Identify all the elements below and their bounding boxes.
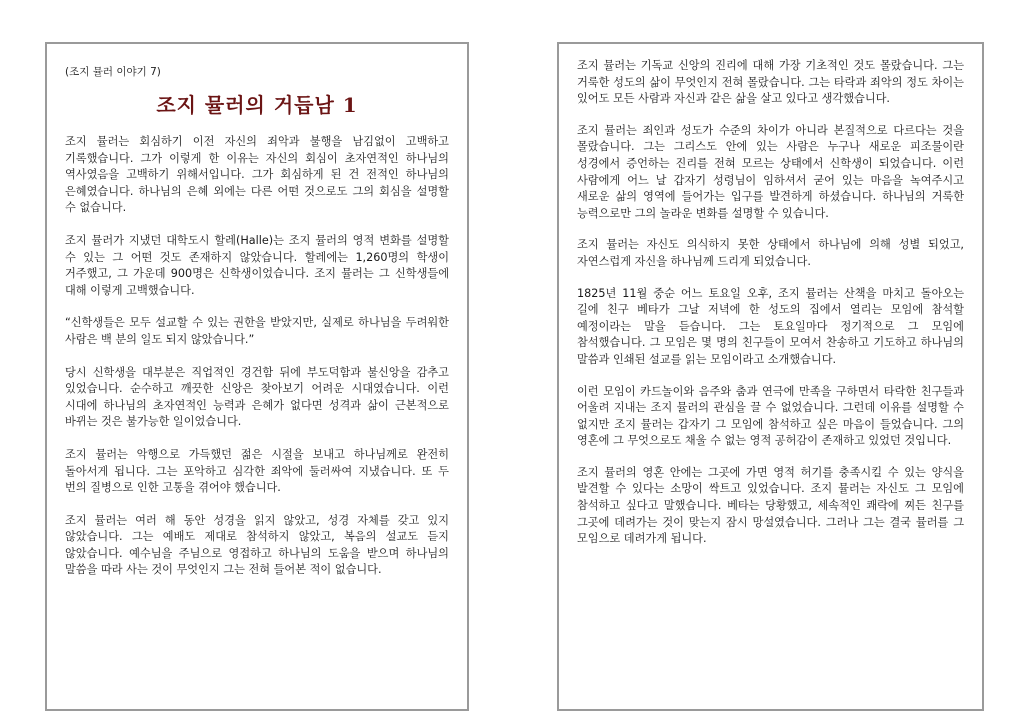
paragraph: 조지 뮬러는 악행으로 가득했던 젊은 시절을 보내고 하나님께로 완전히 돌아서게 됩니다. 그는 포악하고 심각한 죄악에 둘러싸여 지냈습니다. 또 두 번의 질병으로 인한 고통을 겪어야 했습니다.: [65, 447, 449, 495]
series-label: (조지 뮬러 이야기 7): [65, 66, 161, 78]
left-page: [45, 42, 469, 711]
paragraph: 1825년 11월 중순 어느 토요일 오후, 조지 뮬러는 산책을 마치고 돌아오는 길에 친구 베타가 그날 저녁에 한 성도의 집에서 열리는 모임에 참석할 예정이라는 말을 듣습니다. 그는 토요일마다 정기적으로 그 모임에 참석했습니다. 그 모임은 몇 명의 친구들이 모여서 찬송하고 기도하고 하나님의 말씀과 인쇄된 설교를 읽는 모임이라고 소개했습니다.: [577, 286, 964, 366]
page-title: 조지 뮬러의 거듭남 1: [156, 93, 358, 117]
paragraph: 조지 뮬러가 지냈던 대학도시 할레(Halle)는 조지 뮬러의 영적 변화를 설명할 수 있는 그 어떤 것도 존재하지 않았습니다. 할레에는 1,260명의 학생이 거주했고, 그 가운데 900명은 신학생이었습니다. 조지 뮬러는 그 신학생들에 대해 이렇게 고백했습니다.: [65, 233, 449, 297]
paragraph: 조지 뮬러의 영혼 안에는 그곳에 가면 영적 허기를 충족시킬 수 있는 양식을 발견할 수 있다는 소망이 싹트고 있었습니다. 조지 뮬러는 자신도 그 모임에 참석하고 싶다고 말했습니다. 베타는 당황했고, 세속적인 쾌락에 찌든 친구를 그곳에 데려가는 것이 맞는지 잠시 망설였습니다. 그러나 그는 결국 뮬러를 그 모임으로 데려가게 됩니다.: [577, 465, 964, 546]
right-page: [557, 42, 984, 711]
paragraph: 조지 뮬러는 회심하기 이전 자신의 죄악과 불행을 남김없이 고백하고 기록했습니다. 그가 이렇게 한 이유는 자신의 회심이 초자연적인 하나님의 역사였음을 고백하기 위해서입니다. 그가 회심하게 된 건 전적인 하나님의 은혜였습니다. 하나님의 은혜 외에는 다른 어떤 것으로도 그의 회심을 설명할 수 없습니다.: [65, 135, 449, 215]
quote-paragraph: “신학생들은 모두 설교할 수 있는 권한을 받았지만, 실제로 하나님을 두려워한 사람은 백 분의 일도 되지 않았습니다.”: [65, 316, 449, 346]
paragraph: 조지 뮬러는 여러 해 동안 성경을 읽지 않았고, 성경 자체를 갖고 있지 않았습니다. 그는 예배도 제대로 참석하지 않았고, 복음의 설교도 듣지 않았습니다. 예수님을 주님으로 영접하고 하나님의 도움을 받으며 하나님의 말씀을 따라 사는 것이 무엇인지 그는 전혀 들어본 적이 없습니다.: [65, 513, 449, 577]
paragraph: 당시 신학생을 대부분은 직업적인 경건함 뒤에 부도덕함과 불신앙을 감추고 있었습니다. 순수하고 깨끗한 신앙은 찾아보기 어려운 시대였습니다. 이런 시대에 하나님의 초자연적인 능력과 은혜가 없다면 성격과 삶이 근본적으로 바뀌는 것은 불가능한 일이었습니다.: [65, 365, 449, 429]
paragraph: 이런 모임이 카드놀이와 음주와 춤과 연극에 만족을 구하면서 타락한 친구들과 어울려 지내는 조지 뮬러의 관심을 끌 수 없었습니다. 그런데 이유를 설명할 수 없지만 조지 뮬러는 갑자기 그 모임에 참석하고 싶은 마음이 들었습니다. 그의 영혼에 그 무엇으로도 채울 수 없는 영적 공허감이 존재하고 있었던 것입니다.: [577, 384, 964, 448]
paragraph: 조지 뮬러는 죄인과 성도가 수준의 차이가 아니라 본질적으로 다르다는 것을 몰랐습니다. 그는 그리스도 안에 있는 사람은 누구나 새로운 피조물이란 성경에서 증언하는 진리를 전혀 모르는 상태에서 신학생이 되었습니다. 이런 사람에게 어느 날 갑자기 성령님이 임하셔서 굳어 있는 마음을 녹여주시고 새로운 삶의 영역에 들어가는 입구를 발견하게 하셨습니다. 하나님의 거룩한 능력으로만 그의 놀라운 변화를 설명할 수 있습니다.: [577, 123, 964, 220]
paragraph: 조지 뮬러는 기독교 신앙의 진리에 대해 가장 기초적인 것도 몰랐습니다. 그는 거룩한 성도의 삶이 무엇인지 전혀 몰랐습니다. 그는 타락과 죄악의 정도 차이는 있어도 모든 사람과 자신과 같은 삶을 살고 있다고 생각했습니다.: [577, 59, 964, 106]
paragraph: 조지 뮬러는 자신도 의식하지 못한 상태에서 하나님에 의해 성별 되었고, 자연스럽게 자신을 하나님께 드리게 되었습니다.: [577, 238, 964, 268]
